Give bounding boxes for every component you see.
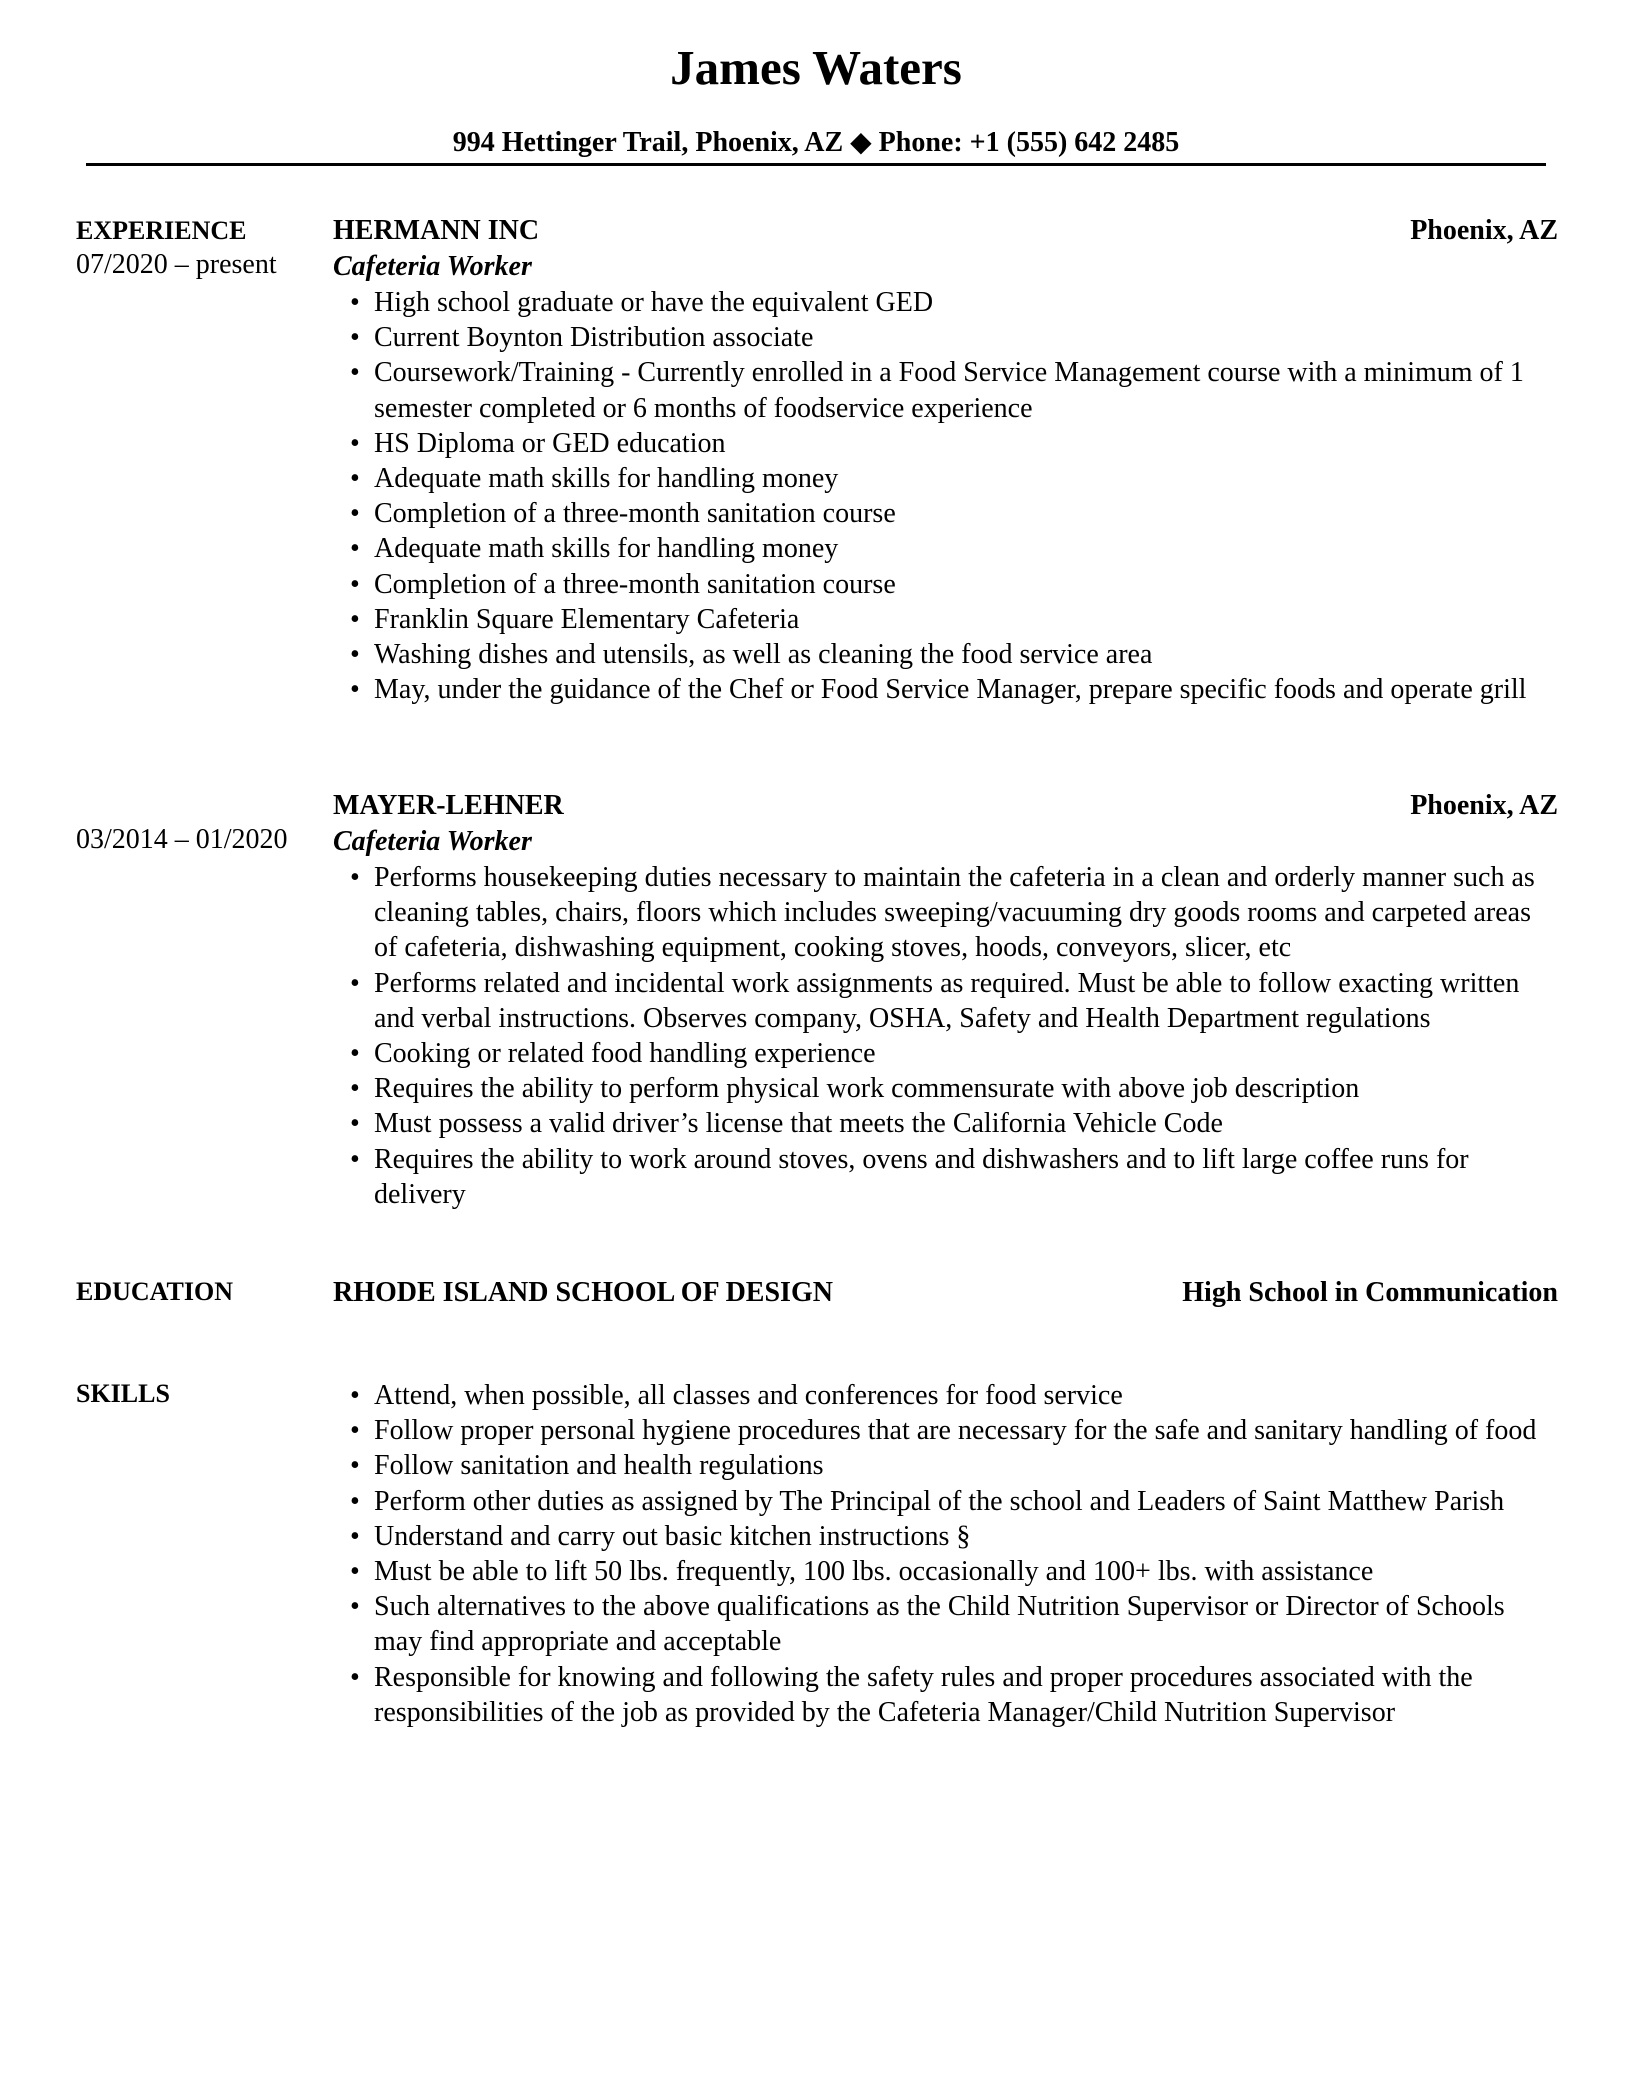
list-item: • Coursework/Training - Currently enrolled in a Food Service Management course with a minimum of 1 semester completed or 6 months of foodservice experience (350, 357, 1524, 424)
header-divider (86, 163, 1546, 166)
list-item: • Performs housekeeping duties necessary to maintain the cafeteria in a clean and orderly manner such as cleaning tables, chairs, floors which includes sweeping/vacuuming dry goods rooms and carpeted areas of cafeteria, dishwashing equipment, cooking stoves, hoods, conveyors, slicer, etc (350, 862, 1535, 964)
list-item: • Performs related and incidental work assignments as required. Must be able to follow exacting written and verbal instructions. Observes company, OSHA, Safety and Health Department regulations (350, 967, 1520, 1034)
list-item: • Perform other duties as assigned by The Principal of the school and Leaders of Saint Matthew Parish (374, 1484, 1558, 1519)
list-item: • High school graduate or have the equivalent GED (374, 285, 1558, 320)
list-item: • Completion of a three-month sanitation course (374, 567, 1558, 602)
list-item: • Completion of a three-month sanitation course (374, 496, 1558, 531)
bullet-dot: • (350, 639, 360, 671)
section-label-experience: EXPERIENCE (76, 216, 247, 245)
job-company: HERMANN INC (333, 215, 540, 246)
bullet-dot: • (350, 603, 360, 635)
bullet-dot: • (350, 568, 360, 600)
list-item: • Adequate math skills for handling money (374, 531, 1558, 566)
list-item: • Follow sanitation and health regulations (374, 1448, 1558, 1483)
bullet-dot: • (350, 862, 360, 893)
bullet-dot: • (350, 967, 360, 999)
section-label-education: EDUCATION (76, 1277, 233, 1306)
bullet-dot: • (350, 1591, 360, 1623)
list-item: • HS Diploma or GED education (374, 426, 1558, 461)
bullet-dot: • (350, 533, 360, 565)
bullet-dot: • (350, 1661, 360, 1693)
bullet-dot: • (350, 1073, 360, 1105)
bullet-dot: • (350, 674, 360, 706)
bullet-dot: • (350, 1485, 360, 1517)
skills-list (350, 1378, 1558, 1730)
bullet-dot: • (350, 1556, 360, 1588)
bullet-dot: • (350, 287, 360, 318)
bullet-dot: • (350, 1380, 360, 1411)
bullet-dot: • (350, 463, 360, 495)
job-title: Cafeteria Worker (333, 251, 532, 282)
list-item: • May, under the guidance of the Chef or Food Service Manager, prepare specific foods and operate grill (374, 672, 1558, 707)
list-item: • Adequate math skills for handling money (374, 461, 1558, 496)
job-location: Phoenix, AZ (1410, 790, 1558, 821)
bullet-dot: • (350, 1108, 360, 1140)
job-company: MAYER-LEHNER (333, 790, 564, 821)
job-bullets (350, 860, 1558, 1212)
job-bullets (350, 285, 1558, 707)
bullet-dot: • (350, 1143, 360, 1175)
education-degree: High School in Communication (1182, 1277, 1558, 1308)
job-location: Phoenix, AZ (1410, 215, 1558, 246)
list-item: • Such alternatives to the above qualifications as the Child Nutrition Supervisor or Director of Schools may find appropriate and acceptable (350, 1591, 1505, 1658)
list-item: • Must be able to lift 50 lbs. frequently, 100 lbs. occasionally and 100+ lbs. with assistance (374, 1554, 1558, 1589)
list-item: • Must possess a valid driver’s license that meets the California Vehicle Code (374, 1106, 1558, 1141)
bullet-dot: • (350, 1415, 360, 1447)
list-item: • Requires the ability to perform physical work commensurate with above job description (374, 1071, 1558, 1106)
job-dates: 07/2020 – present (76, 249, 277, 280)
list-item: • Requires the ability to work around stoves, ovens and dishwashers and to lift large coffee runs for delivery (350, 1143, 1469, 1210)
list-item: • Franklin Square Elementary Cafeteria (374, 602, 1558, 637)
bullet-dot: • (350, 498, 360, 530)
education-school: RHODE ISLAND SCHOOL OF DESIGN (333, 1277, 833, 1308)
bullet-dot: • (350, 1520, 360, 1552)
list-item: • Washing dishes and utensils, as well as cleaning the food service area (374, 637, 1558, 672)
section-label-skills: SKILLS (76, 1379, 170, 1408)
list-item: • Responsible for knowing and following the safety rules and proper procedures associated with the responsibilities of the job as provided by the Cafeteria Manager/Child Nutrition Supervisor (350, 1661, 1473, 1728)
list-item: • Current Boynton Distribution associate (374, 320, 1558, 355)
job-dates: 03/2014 – 01/2020 (76, 824, 288, 855)
bullet-dot: • (350, 1038, 360, 1070)
list-item: • Understand and carry out basic kitchen instructions § (374, 1519, 1558, 1554)
bullet-dot: • (350, 357, 360, 389)
contact-line: 994 Hettinger Trail, Phoenix, AZ ◆ Phone: +1 (555) 642 2485 (452, 127, 1180, 158)
candidate-name: James Waters (670, 40, 962, 95)
bullet-dot: • (350, 322, 360, 354)
list-item: • Follow proper personal hygiene procedures that are necessary for the safe and sanitary handling of food (374, 1413, 1558, 1448)
job-title: Cafeteria Worker (333, 826, 532, 857)
bullet-dot: • (350, 427, 360, 459)
list-item: • Cooking or related food handling experience (374, 1036, 1558, 1071)
list-item: • Attend, when possible, all classes and conferences for food service (374, 1378, 1558, 1413)
bullet-dot: • (350, 1450, 360, 1482)
